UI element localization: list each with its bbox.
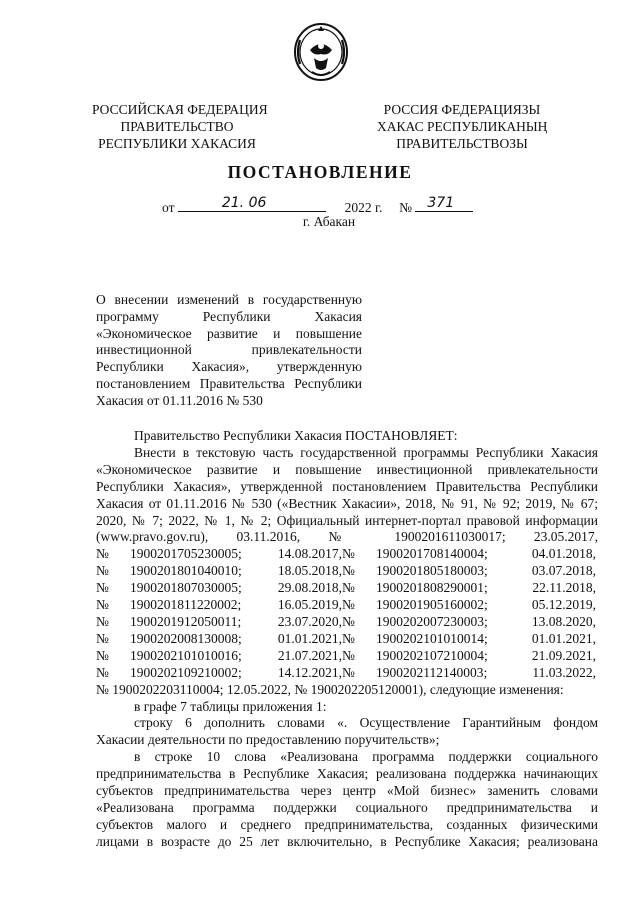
registry-row (96, 631, 598, 648)
date-year: 2022 г. (344, 200, 383, 215)
handwritten-number: 371 (427, 195, 455, 211)
registry-row (96, 614, 598, 631)
header-left-line: РЕСПУБЛИКИ ХАКАСИЯ (98, 136, 256, 151)
registry-row (96, 665, 598, 682)
subject-line: Хакасия от 01.11.2016 № 530 (96, 392, 263, 408)
registry-cell: 14.08.2017, (277, 546, 342, 562)
body-line: Хакасия от 01.11.2016 № 530 («Вестник Хакасии», 2018, № 91, № 92; 2019, № 67; (96, 495, 598, 511)
registry-cell: № (342, 664, 355, 680)
header-left (92, 101, 268, 152)
date-line (162, 196, 473, 216)
registry-cell: № (342, 563, 355, 579)
registry-cell: № (96, 563, 109, 579)
registry-cell: 22.11.2018, (532, 580, 596, 596)
body-line: строку 6 дополнить словами «. Осуществление Гарантийным фондом (134, 715, 598, 731)
registry-cell: 21.09.2021, (531, 647, 596, 663)
registry-cell: 1900201801040010; (130, 563, 242, 579)
registry-cell: 21.07.2021, (277, 647, 342, 663)
registry-cell: № (342, 597, 355, 613)
body-line: Внести в текстовую часть государственной программы Республики Хакасия (134, 444, 598, 460)
registry-row (96, 546, 598, 563)
registry-cell: № (96, 664, 109, 680)
registry-cell: 1900201705230005; (130, 546, 242, 562)
registry-cell: 1900202008130008; (130, 630, 242, 646)
date-field (178, 196, 326, 212)
registry-cell: № (96, 647, 109, 663)
registry-row (96, 648, 598, 665)
registry-cell: 1900201807030005; (130, 580, 242, 596)
registry-cell: 03.07.2018, (531, 563, 596, 579)
body-line: Республики Хакасия», утвержденной постановлением Правительства Республики (96, 478, 598, 494)
registry-cell: 1900201905160002; (376, 597, 488, 613)
body-line: Хакасии деятельности по предоставлению поручительств»; (96, 732, 440, 748)
document-body (96, 428, 598, 851)
registry-cell: 1900202007230003; (376, 613, 488, 629)
subject-line: «Экономическое развитие и повышение (96, 325, 362, 341)
registry-cell: 29.08.2018, (277, 580, 342, 596)
coat-of-arms-emblem (292, 20, 350, 82)
registry-cell: № (342, 580, 355, 596)
registry-cell: 1900202107210004; (376, 647, 488, 663)
place-of-issue: г. Абакан (302, 214, 356, 229)
header-right-line: ПРАВИТЕЛЬСТВОЗЫ (396, 136, 528, 151)
body-line: предпринимательства в Республике Хакасия; реализована поддержка начинающих (96, 766, 598, 782)
registry-cell: 01.01.2021, (531, 630, 596, 646)
registry-cell: № (96, 630, 109, 646)
registry-cell: 05.12.2019, (531, 597, 596, 613)
body-line: «Реализована программа поддержки социального предпринимательства и (96, 799, 598, 815)
registry-row (96, 563, 598, 580)
registry-row (96, 580, 598, 597)
registry-cell: 1900202101010016; (130, 647, 242, 663)
registry-cell: № (342, 613, 355, 629)
registry-cell: 1900201811220002; (130, 597, 242, 613)
body-line: лицами в возрасте до 25 лет включительно, в Республике Хакасия; реализована (96, 833, 598, 849)
subject-line: постановлением Правительства Республики (96, 375, 362, 391)
body-line: субъектов малого и среднего предпринимательства, созданных физическими (96, 816, 598, 832)
body-line: № 1900202203110004; 12.05.2022, № 1900202205120001), следующие изменения: (96, 681, 564, 697)
registry-cell: 01.01.2021, (277, 630, 342, 646)
registry-row (96, 597, 598, 614)
registry-cell: 04.01.2018, (531, 546, 596, 562)
registry-cell: № (96, 613, 109, 629)
registry-cell: 1900201808290001; (376, 580, 488, 596)
registry-cell: № (96, 546, 109, 562)
document-title: ПОСТАНОВЛЕНИЕ (227, 162, 413, 182)
registry-cell: 1900201912050011; (130, 613, 242, 629)
number-label: № (399, 200, 413, 215)
registry-cell: 1900202112140003; (376, 664, 488, 680)
header-right-line: РОССИЯ ФЕДЕРАЦИЯЗЫ (383, 102, 541, 117)
body-line: в строке 10 слова «Реализована программа поддержки социального (134, 749, 598, 765)
header-left-line: ПРАВИТЕЛЬСТВО (120, 119, 234, 134)
body-line: в графе 7 таблицы приложения 1: (134, 698, 327, 714)
registry-cell: 11.03.2022, (532, 664, 596, 680)
document-subject (96, 292, 362, 410)
handwritten-date: 21. 06 (221, 195, 267, 211)
registry-cell: № (342, 630, 355, 646)
registry-cell: 16.05.2019, (277, 597, 342, 613)
registry-cell: 1900202109210002; (130, 664, 242, 680)
registry-cell: 18.05.2018, (277, 563, 342, 579)
registry-cell: № (342, 647, 355, 663)
header-left-line: РОССИЙСКАЯ ФЕДЕРАЦИЯ (92, 102, 268, 117)
subject-line: Республики Хакасия», утвержденную (96, 359, 362, 375)
body-line: субъектов предпринимательства через центр «Мой бизнес» заменить словами (96, 783, 598, 799)
date-from-label: от (162, 200, 175, 215)
registry-cell: 13.08.2020, (531, 613, 596, 629)
body-line: (www.pravo.gov.ru), 03.11.2016, № 1900201611030017; 23.05.2017, (96, 529, 598, 545)
registry-cell: 1900202101010014; (376, 630, 488, 646)
registry-cell: № (342, 546, 355, 562)
registry-cell: 1900201805180003; (376, 563, 488, 579)
body-line: «Экономическое развитие и повышение инвестиционной привлекательности (96, 461, 598, 477)
registry-cell: 23.07.2020, (277, 613, 342, 629)
registry-rows (96, 546, 598, 681)
header-right-line: ХАКАС РЕСПУБЛИКАНЫҢ (377, 119, 548, 134)
registry-cell: № (96, 597, 109, 613)
number-field (415, 196, 473, 212)
body-line: 2020, № 7; 2022, № 1, № 2; Официальный интернет-портал правовой информации (96, 512, 598, 528)
subject-line: программу Республики Хакасия (96, 308, 362, 324)
subject-line: О внесении изменений в государственную (96, 292, 362, 307)
resolves-line: Правительство Республики Хакасия ПОСТАНОВЛЯЕТ: (134, 428, 458, 443)
registry-cell: 14.12.2021, (277, 664, 342, 680)
header-right (377, 101, 547, 152)
registry-cell: № (96, 580, 109, 596)
subject-line: инвестиционной привлекательности (96, 342, 362, 358)
registry-cell: 1900201708140004; (376, 546, 488, 562)
